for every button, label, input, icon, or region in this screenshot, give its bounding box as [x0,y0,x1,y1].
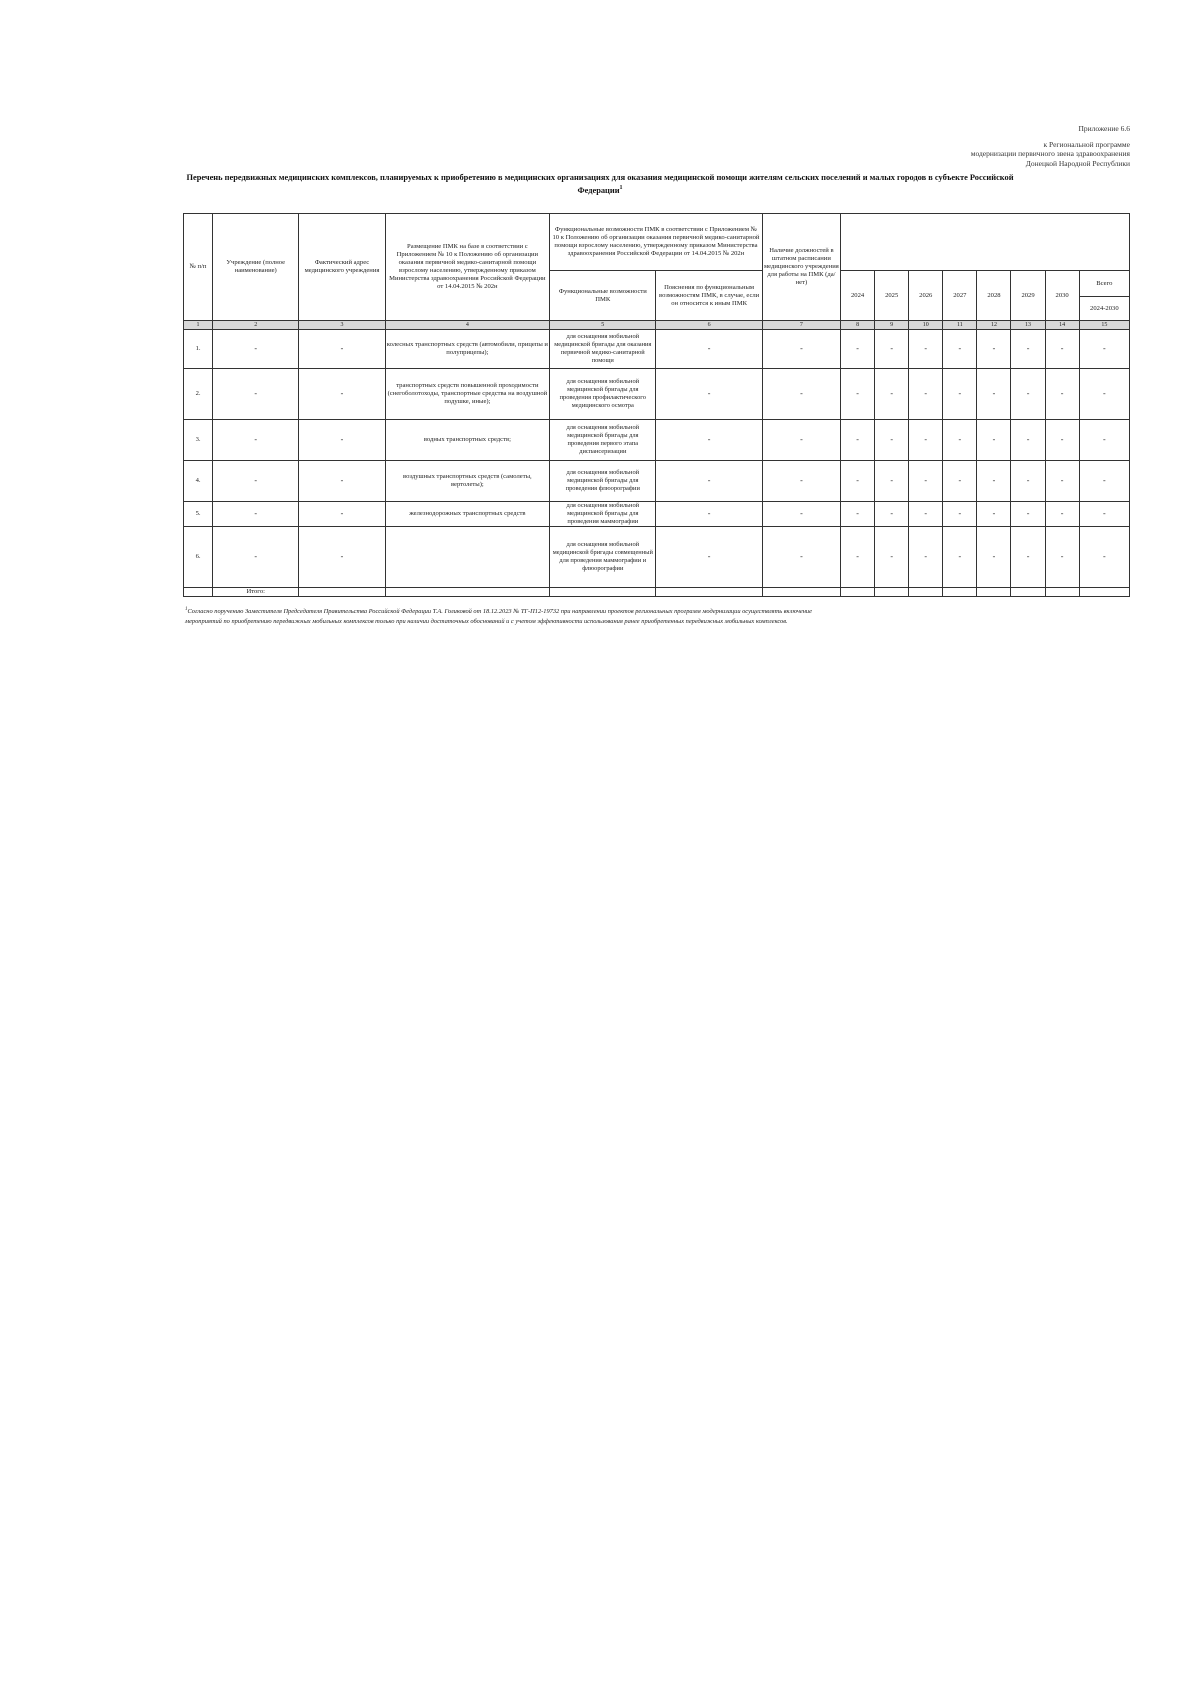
total-empty-cell [943,588,977,597]
row-staff: - [762,369,840,420]
row-address: - [299,502,385,527]
row-year-value: - [909,502,943,527]
row-year-value: - [875,527,909,588]
header-institution: Учреждение (полное наименование) [213,214,299,321]
total-empty-cell [875,588,909,597]
header-year: 2029 [1011,271,1045,321]
row-year-value: - [977,502,1011,527]
mobile-complex-table [183,213,1130,597]
column-number: 1 [184,321,213,330]
row-year-value: - [943,330,977,369]
row-year-value: - [875,502,909,527]
row-address: - [299,369,385,420]
column-number: 15 [1079,321,1129,330]
header-year: 2028 [977,271,1011,321]
total-empty-cell [1011,588,1045,597]
row-staff: - [762,420,840,461]
total-empty-cell [762,588,840,597]
row-total: - [1079,369,1129,420]
appendix-line: модернизации первичного звена здравоохранения [970,149,1130,158]
row-year-value: - [1045,369,1079,420]
total-label: Итого: [213,588,299,597]
row-placement: колесных транспортных средств (автомобили, прицепы и полуприцепы); [385,330,550,369]
column-number: 3 [299,321,385,330]
total-row [184,588,1130,597]
row-year-value: - [977,369,1011,420]
header-year: 2026 [909,271,943,321]
table-row [184,527,1130,588]
row-address: - [299,330,385,369]
row-year-value: - [909,461,943,502]
row-year-value: - [977,330,1011,369]
row-year-value: - [841,369,875,420]
row-year-value: - [943,502,977,527]
row-institution: - [213,420,299,461]
row-institution: - [213,527,299,588]
row-year-value: - [1011,420,1045,461]
row-year-value: - [943,461,977,502]
row-year-value: - [841,527,875,588]
appendix-line: Донецкой Народной Республики [1025,158,1130,168]
table-row [184,502,1130,527]
title-footnote-mark: 1 [619,185,623,191]
row-func: для оснащения мобильной медицинской бригады для проведения первого этапа диспансеризации [550,420,656,461]
total-empty-cell [550,588,656,597]
row-num: 6. [184,527,213,588]
row-year-value: - [977,461,1011,502]
header-total-period: 2024-2030 [1079,297,1129,321]
row-year-value: - [1045,527,1079,588]
row-year-value: - [977,527,1011,588]
header-func: Функциональные возможности ПМК [550,271,656,321]
row-year-value: - [875,330,909,369]
row-year-value: - [841,461,875,502]
column-number: 4 [385,321,550,330]
row-placement: транспортных средств повышенной проходимости (снегоболотоходы, транспортные средства на воздушной подушке, иные); [385,369,550,420]
header-year: 2030 [1045,271,1079,321]
header-placement: Размещение ПМК на базе в соответствии с Приложением № 10 к Положению об организации оказания первичной медико-санитарной помощи взрослому населению, утвержденному приказом Министерства здравоохранения Российской Федерации от 14.04.2015 № 202н [385,214,550,321]
row-year-value: - [1045,330,1079,369]
row-year-value: - [1045,502,1079,527]
column-number: 5 [550,321,656,330]
row-year-value: - [875,420,909,461]
table-row [184,369,1130,420]
row-institution: - [213,461,299,502]
row-staff: - [762,330,840,369]
total-empty-cell [977,588,1011,597]
row-num: 3. [184,420,213,461]
row-year-value: - [909,527,943,588]
total-empty-cell [841,588,875,597]
row-year-value: - [1045,461,1079,502]
column-number-row [184,321,1130,330]
row-staff: - [762,527,840,588]
row-institution: - [213,502,299,527]
row-institution: - [213,330,299,369]
row-staff: - [762,502,840,527]
row-year-value: - [909,420,943,461]
row-year-value: - [943,527,977,588]
table-row [184,461,1130,502]
row-year-value: - [841,502,875,527]
column-number: 10 [909,321,943,330]
row-year-value: - [875,369,909,420]
row-address: - [299,420,385,461]
header-address: Фактический адрес медицинского учреждения [299,214,385,321]
row-num: 4. [184,461,213,502]
column-number: 9 [875,321,909,330]
row-func: для оснащения мобильной медицинской бригады для проведения профилактического медицинского осмотра [550,369,656,420]
row-year-value: - [909,369,943,420]
row-year-value: - [943,420,977,461]
total-empty-cell [385,588,550,597]
header-blank-years [841,214,1130,271]
row-explain: - [656,369,762,420]
document-header [971,124,1130,168]
row-year-value: - [1011,330,1045,369]
header-total: Всего [1079,271,1129,297]
row-year-value: - [875,461,909,502]
row-year-value: - [1011,502,1045,527]
row-year-value: - [1011,369,1045,420]
total-empty-cell [299,588,385,597]
header-year: 2025 [875,271,909,321]
row-year-value: - [1011,527,1045,588]
appendix-line: к Региональной программе [1043,139,1130,149]
row-address: - [299,527,385,588]
row-func: для оснащения мобильной медицинской бригады совмещенный для проведения маммографии и флюорографии [550,527,656,588]
column-number: 13 [1011,321,1045,330]
row-func: для оснащения мобильной медицинской бригады для проведения маммографии [550,502,656,527]
row-func: для оснащения мобильной медицинской бригады для проведения флюорографии [550,461,656,502]
row-placement: железнодорожных транспортных средств [385,502,550,527]
total-empty-cell [184,588,213,597]
row-explain: - [656,461,762,502]
footnote [185,605,825,627]
table-row [184,330,1130,369]
header-year: 2027 [943,271,977,321]
total-empty-cell [1045,588,1079,597]
total-empty-cell [656,588,762,597]
row-func: для оснащения мобильной медицинской бригады для оказания первичной медико-санитарной помощи [550,330,656,369]
total-empty-cell [1079,588,1129,597]
table-row [184,420,1130,461]
row-total: - [1079,420,1129,461]
row-institution: - [213,369,299,420]
row-explain: - [656,420,762,461]
header-staff: Наличие должностей в штатном расписании медицинского учреждения для работы на ПМК (да/нет) [762,214,840,321]
row-total: - [1079,527,1129,588]
total-empty-cell [909,588,943,597]
row-placement: водных транспортных средств; [385,420,550,461]
row-total: - [1079,461,1129,502]
row-year-value: - [841,330,875,369]
column-number: 11 [943,321,977,330]
header-explain: Пояснения по функциональным возможностям ПМК, в случае, если он относится к иным ПМК [656,271,762,321]
row-staff: - [762,461,840,502]
row-year-value: - [841,420,875,461]
row-total: - [1079,330,1129,369]
row-year-value: - [943,369,977,420]
row-year-value: - [977,420,1011,461]
footnote-text: Согласно поручению Заместителя Председателя Правительства Российской Федерации Т.А. Голиковой от 18.12.2023 № ТГ-П12-19732 при направлении проектов региональных программ модернизации осуществлять включение мероприятий по приобретению передвижных мобильных комплексов только при наличии достаточных обоснований и с учетом эффективности использования ранее приобретенных передвижных мобильных комплексов. [185,608,812,626]
header-func-group: Функциональные возможности ПМК в соответствии с Приложением № 10 к Положению об организации оказания первичной медико-санитарной помощи взрослому населению, утвержденному приказом Министерства здравоохранения Российской Федерации от 14.04.2015 № 202н [550,214,763,271]
appendix-number: Приложение 6.6 [1078,124,1130,133]
row-num: 1. [184,330,213,369]
row-num: 2. [184,369,213,420]
document-title [185,172,1015,196]
row-year-value: - [909,330,943,369]
row-total: - [1079,502,1129,527]
row-year-value: - [1011,461,1045,502]
column-number: 14 [1045,321,1079,330]
footnote-mark: 1 [185,607,188,612]
column-number: 7 [762,321,840,330]
header-year: 2024 [841,271,875,321]
title-text: Перечень передвижных медицинских комплексов, планируемых к приобретению в медицинских организациях для оказания медицинской помощи жителям сельских поселений и малых городов в субъекте Российской Федерации [186,173,1014,195]
header-num: № п/п [184,214,213,321]
row-placement [385,527,550,588]
column-number: 2 [213,321,299,330]
row-placement: воздушных транспортных средств (самолеты, вертолеты); [385,461,550,502]
row-explain: - [656,502,762,527]
row-num: 5. [184,502,213,527]
row-address: - [299,461,385,502]
column-number: 12 [977,321,1011,330]
column-number: 6 [656,321,762,330]
row-explain: - [656,527,762,588]
column-number: 8 [841,321,875,330]
row-year-value: - [1045,420,1079,461]
row-explain: - [656,330,762,369]
